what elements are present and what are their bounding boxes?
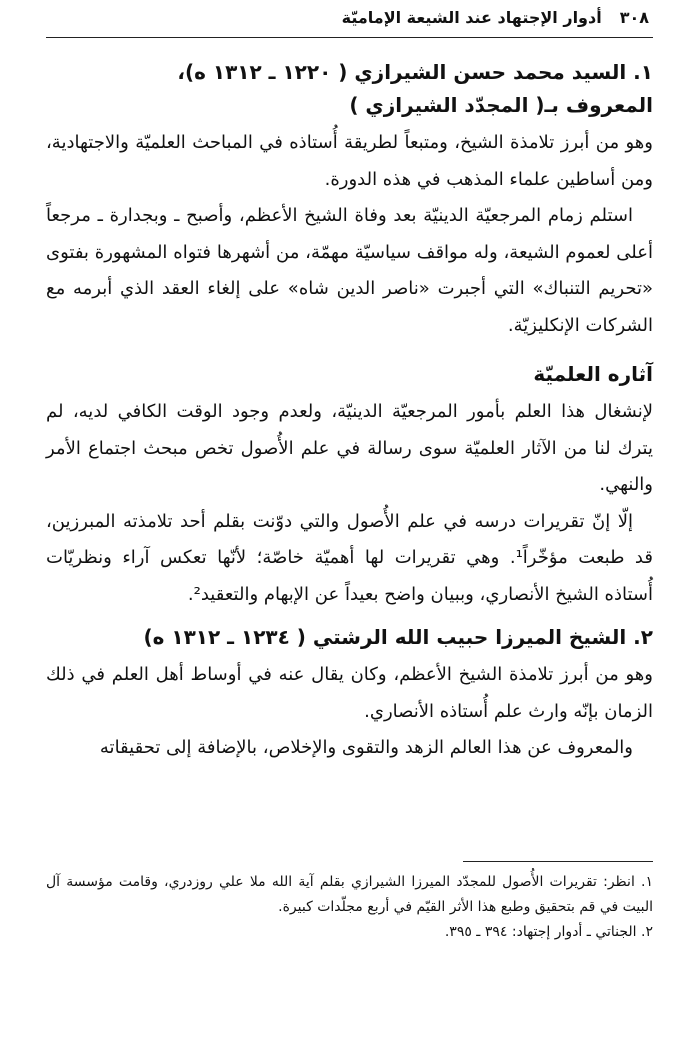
section-subheading-shirazi: المعروف بـ( المجدّد الشيرازي ): [349, 93, 653, 117]
paragraph: لإنشغال هذا العلم بأمور المرجعيّة الدينيّة، ولعدم وجود الوقت الكافي لديه، لم يترك لنا من الآثار العلميّة سوى رسالة في علم الأُصول تخص مبحث اجتماع الأمر والنهي.: [46, 401, 653, 495]
paragraph: استلم زمام المرجعيّة الدينيّة بعد وفاة الشيخ الأعظم، وأصبح ـ وبجدارة ـ مرجعاً أعلى لعموم الشيعة، وله مواقف سياسيّة مهمّة، من أشهرها فتواه المشهورة بفتوى «تحريم التنباك» التي أجبرت «ناصر الدين شاه» على إلغاء العقد الذي أبرمه مع الشركات الإنكليزيّة.: [46, 205, 653, 336]
footnote: ١. انظر: تقريرات الأُصول للمجدّد الميرزا الشيرازي بقلم آية الله ملا علي روزدري، وقامت مؤسسة آل البيت في قم بتحقيق وطبع هذا الأثر القيّم في أربع مجلّدات كبيرة.: [46, 874, 653, 915]
paragraph: وهو من أبرز تلامذة الشيخ، ومتبعاً لطريقة أُستاذه في المباحث العلميّة والاجتهادية، ومن أساطين علماء المذهب في هذه الدورة.: [46, 132, 653, 190]
works-heading: آثاره العلميّة: [533, 362, 653, 386]
paragraph: والمعروف عن هذا العالم الزهد والتقوى والإخلاص، بالإضافة إلى تحقيقاته: [99, 737, 633, 758]
running-header: [50, 8, 649, 27]
section-heading-shirazi: ١. السيد محمد حسن الشيرازي ( ١٢٢٠ ـ ١٣١٢ ه)،: [177, 60, 653, 84]
footnotes: [46, 870, 653, 945]
running-title: أدوار الإجتهاد عند الشيعة الإماميّة: [341, 8, 602, 27]
footnote: ٢. الجناتي ـ أدوار إجتهاد: ٣٩٤ ـ ٣٩٥.: [444, 924, 653, 940]
paragraph: وهو من أبرز تلامذة الشيخ الأعظم، وكان يقال عنه في أوساط أهل العلم في ذلك الزمان بإنّه وارث علم أُستاذه الأنصاري.: [46, 664, 653, 722]
header-rule: [46, 37, 653, 38]
page-number: ٣٠٨: [619, 8, 649, 27]
section-heading-rashti: ٢. الشيخ الميرزا حبيب الله الرشتي ( ١٢٣٤ ـ ١٣١٢ ه): [143, 625, 653, 649]
paragraph: إلّا إنّ تقريرات درسه في علم الأُصول والتي دوّنت بقلم أحد تلامذته المبرزين، قد طبعت مؤخّراً¹. وهي تقريرات لها أهميّة خاصّة؛ لأنّها تعكس آراء ونظريّات أُستاذه الشيخ الأنصاري، وببيان واضح بعيداً عن الإبهام والتعقيد².: [46, 510, 653, 605]
footnote-rule: [463, 861, 653, 862]
main-text: [46, 56, 653, 767]
